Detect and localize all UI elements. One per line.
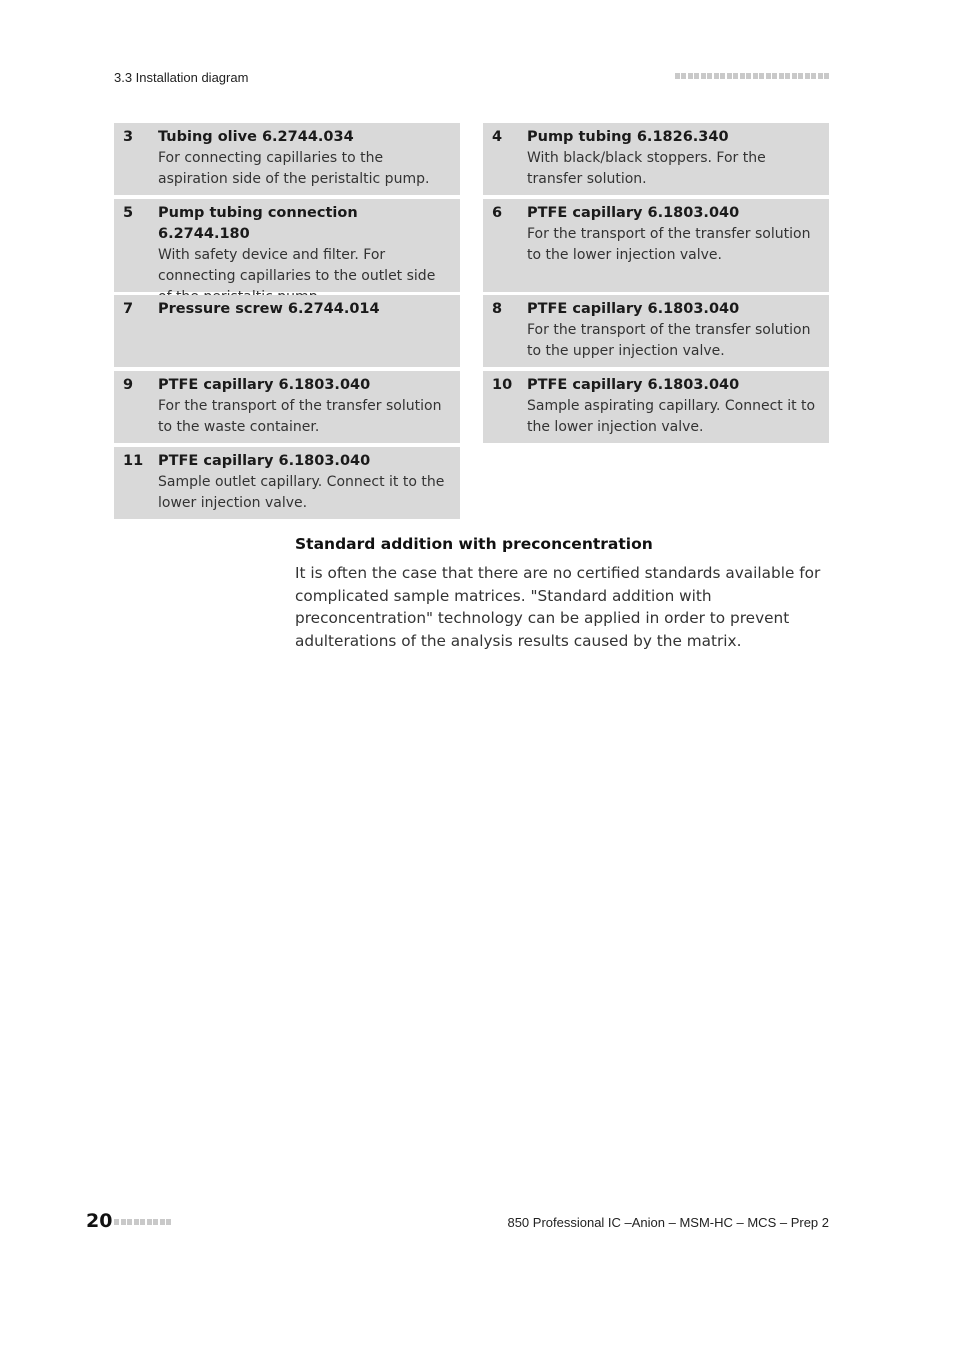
part-description: For the transport of the transfer solution to the lower injection valve. (527, 226, 811, 263)
part-number: 11 (123, 453, 144, 469)
part-description: With safety device and filter. For connecting capillaries to the outlet side (158, 247, 436, 284)
part-title: Pressure screw 6.2744.014 (158, 301, 380, 317)
part-title: PTFE capillary 6.1803.040 (527, 377, 740, 393)
part-title: Pump tubing connection 6.2744.180 (158, 205, 358, 242)
part-cell-11 (114, 447, 460, 519)
part-number: 9 (123, 377, 134, 393)
part-cell-3 (114, 123, 460, 195)
section-heading: Standard addition with preconcentration (295, 535, 653, 553)
part-title: Tubing olive 6.2744.034 (158, 129, 354, 145)
part-number: 7 (123, 301, 134, 317)
part-title: PTFE capillary 6.1803.040 (527, 301, 740, 317)
section-paragraph: It is often the case that there are no certified standards available for complicated sample matrices. "Standard addition with preconcentration" technology can be applied in order to prevent adulterations of the analysis results caused by the matrix. (295, 564, 821, 650)
part-description: Sample aspirating capillary. Connect it to the lower injection valve. (527, 398, 816, 435)
header-decoration (675, 73, 830, 79)
part-number: 8 (492, 301, 503, 317)
part-description: For the transport of the transfer solution to the upper injection valve. (527, 322, 811, 359)
part-cell-4 (483, 123, 829, 195)
part-title: PTFE capillary 6.1803.040 (158, 377, 371, 393)
part-cell-6 (483, 199, 829, 292)
part-cell-8 (483, 295, 829, 367)
part-description: Sample outlet capillary. Connect it to the lower injection valve. (158, 474, 445, 511)
part-cell-10 (483, 371, 829, 443)
part-cell-7 (114, 295, 460, 367)
part-cell-5 (114, 199, 460, 292)
footer-document-title: 850 Professional IC –Anion – MSM-HC – MCS – Prep 2 (507, 1215, 829, 1230)
part-cell-9 (114, 371, 460, 443)
part-description: With black/black stoppers. For the transfer solution. (527, 150, 766, 187)
part-number: 5 (123, 205, 134, 221)
part-description: For the transport of the transfer solution to the waste container. (158, 398, 442, 435)
footer-decoration (114, 1219, 171, 1225)
part-title: PTFE capillary 6.1803.040 (527, 205, 740, 221)
part-number: 3 (123, 129, 134, 145)
running-header-section: 3.3 Installation diagram (114, 70, 249, 85)
part-number: 4 (492, 129, 503, 145)
page-number: 20 (86, 1210, 113, 1232)
part-number: 10 (492, 377, 513, 393)
part-number: 6 (492, 205, 503, 221)
part-title: Pump tubing 6.1826.340 (527, 129, 729, 145)
part-title: PTFE capillary 6.1803.040 (158, 453, 371, 469)
part-description: For connecting capillaries to the aspiration side of the peristaltic pump. (158, 150, 430, 187)
